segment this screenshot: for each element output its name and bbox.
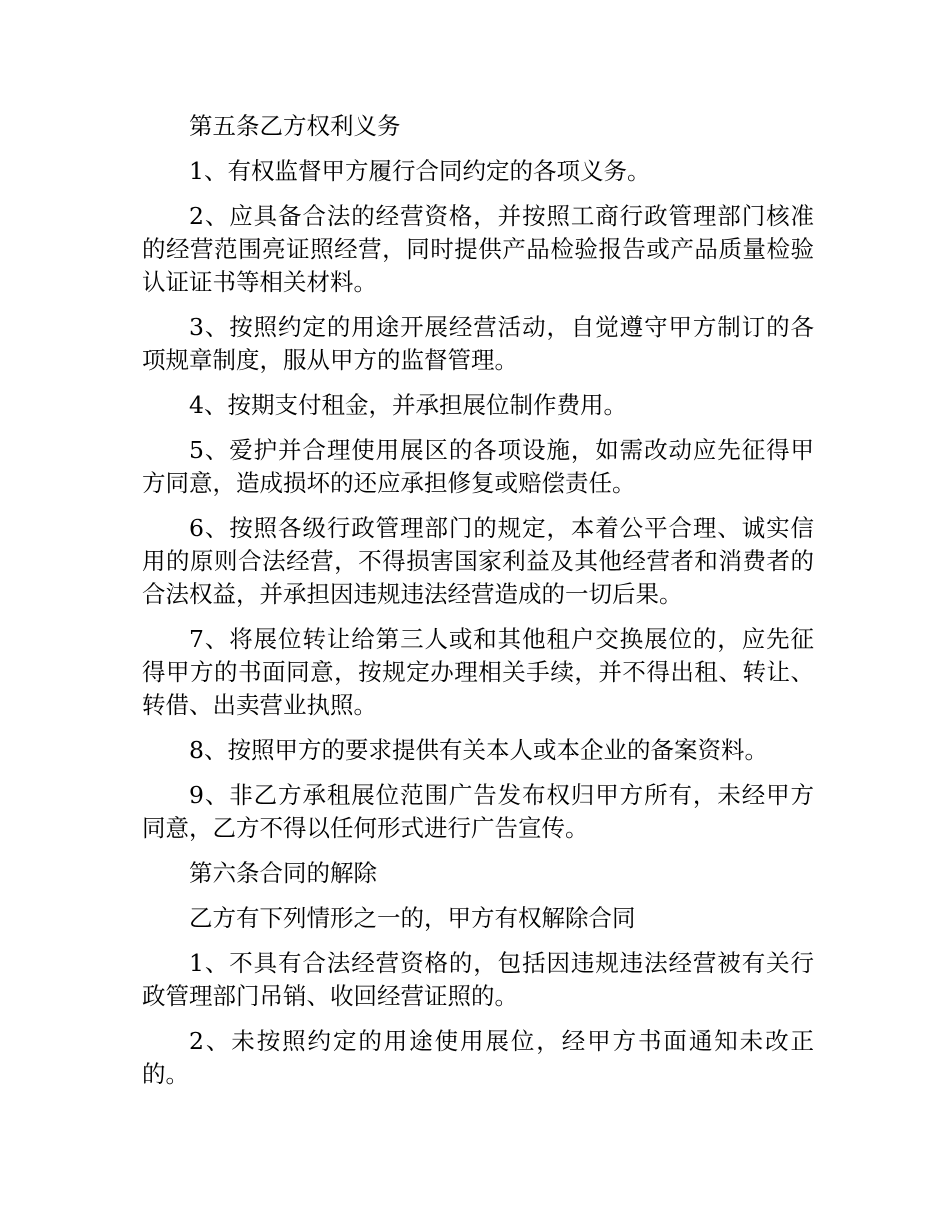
section-heading-5: 第五条乙方权利义务 <box>189 112 401 140</box>
clause-paragraph: 2、应具备合法的经营资格，并按照工商行政管理部门核准的经营范围亮证照经营，同时提供产品检验报告或产品质量检验认证证书等相关材料。 <box>142 202 814 296</box>
section-heading-6: 第六条合同的解除 <box>189 859 377 887</box>
clause-paragraph: 3、按照约定的用途开展经营活动，自觉遵守甲方制订的各项规章制度，服从甲方的监督管理。 <box>142 313 814 374</box>
clause-paragraph: 4、按期支付租金，并承担展位制作费用。 <box>189 391 627 419</box>
clause-paragraph: 1、不具有合法经营资格的，包括因违规违法经营被有关行政管理部门吊销、收回经营证照的。 <box>142 949 814 1010</box>
clause-paragraph: 6、按照各级行政管理部门的规定，本着公平合理、诚实信用的原则合法经营，不得损害国家利益及其他经营者和消费者的合法权益，并承担因违规违法经营造成的一切后果。 <box>142 514 814 608</box>
clause-paragraph: 9、非乙方承租展位范围广告发布权归甲方所有，未经甲方同意，乙方不得以任何形式进行广告宣传。 <box>142 781 814 842</box>
clause-paragraph: 7、将展位转让给第三人或和其他租户交换展位的，应先征得甲方的书面同意，按规定办理相关手续，并不得出租、转让、转借、出卖营业执照。 <box>142 625 814 719</box>
clause-paragraph: 1、有权监督甲方履行合同约定的各项义务。 <box>189 157 651 185</box>
clause-paragraph: 5、爱护并合理使用展区的各项设施，如需改动应先征得甲方同意，造成损坏的还应承担修复或赔偿责任。 <box>142 436 814 497</box>
intro-paragraph: 乙方有下列情形之一的，甲方有权解除合同 <box>189 904 636 932</box>
clause-paragraph: 2、未按照约定的用途使用展位，经甲方书面通知未改正的。 <box>142 1027 814 1088</box>
clause-paragraph: 8、按照甲方的要求提供有关本人或本企业的备案资料。 <box>189 736 768 764</box>
document-page <box>142 110 814 1103</box>
